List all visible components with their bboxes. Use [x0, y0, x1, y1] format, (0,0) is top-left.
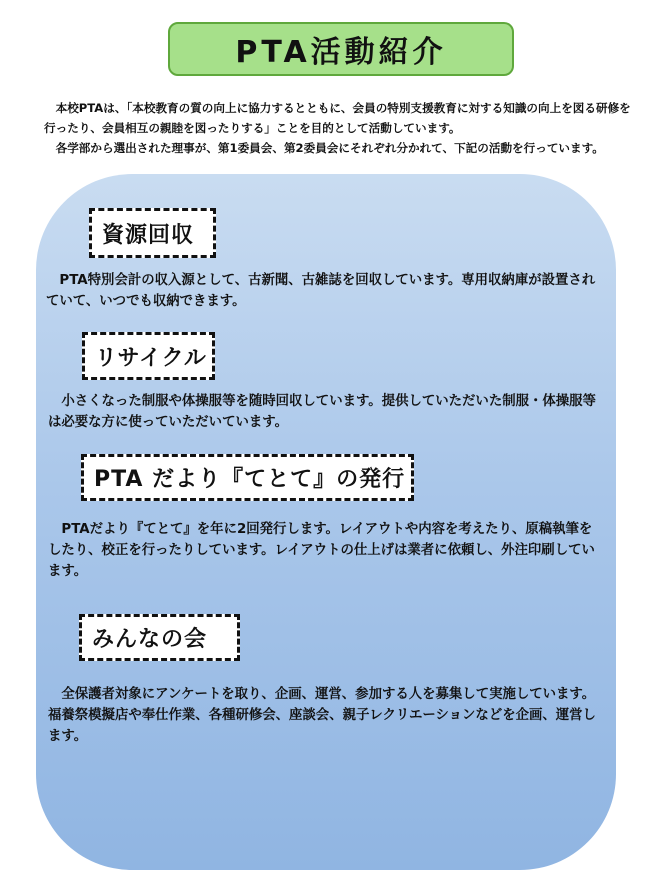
intro-paragraph-committees: 各学部から選出された理事が、第1委員会、第2委員会にそれぞれ分かれて、下記の活動を行っています。	[55, 141, 604, 155]
section-heading-newsletter: PTA だより『てとて』の発行	[81, 454, 414, 501]
title-banner	[168, 22, 514, 76]
intro-text	[44, 98, 638, 158]
section-body-recycle: 小さくなった制服や体操服等を随時回収しています。提供していただいた制服・体操服等は必要な方に使っていただいています。	[48, 394, 596, 430]
section-body-newsletter: PTAだより『てとて』を年に2回発行します。レイアウトや内容を考えたり、原稿執筆をしたり、校正を行ったりしています。レイアウトの仕上げは業者に依頼し、外注印刷しています。	[48, 522, 595, 579]
page-title: PTA活動紹介	[235, 35, 447, 70]
section-body-minna-no-kai: 全保護者対象にアンケートを取り、企画、運営、参加する人を募集して実施しています。福養祭模擬店や奉仕作業、各種研修会、座談会、親子レクリエーションなどを企画、運営します。	[48, 687, 596, 744]
section-heading-minna-no-kai: みんなの会	[79, 614, 240, 661]
section-heading-resource-collection: 資源回収	[89, 208, 216, 258]
section-heading-recycle: リサイクル	[82, 332, 215, 380]
intro-paragraph-purpose: 本校PTAは、「本校教育の質の向上に協力するとともに、会員の特別支援教育に対する知識の向上を図る研修を行ったり、会員相互の親睦を図ったりする」ことを目的として活動しています。	[44, 101, 631, 135]
section-body-resource-collection: PTA特別会計の収入源として、古新聞、古雑誌を回収しています。専用収納庫が設置されていて、いつでも収納できます。	[46, 273, 596, 309]
